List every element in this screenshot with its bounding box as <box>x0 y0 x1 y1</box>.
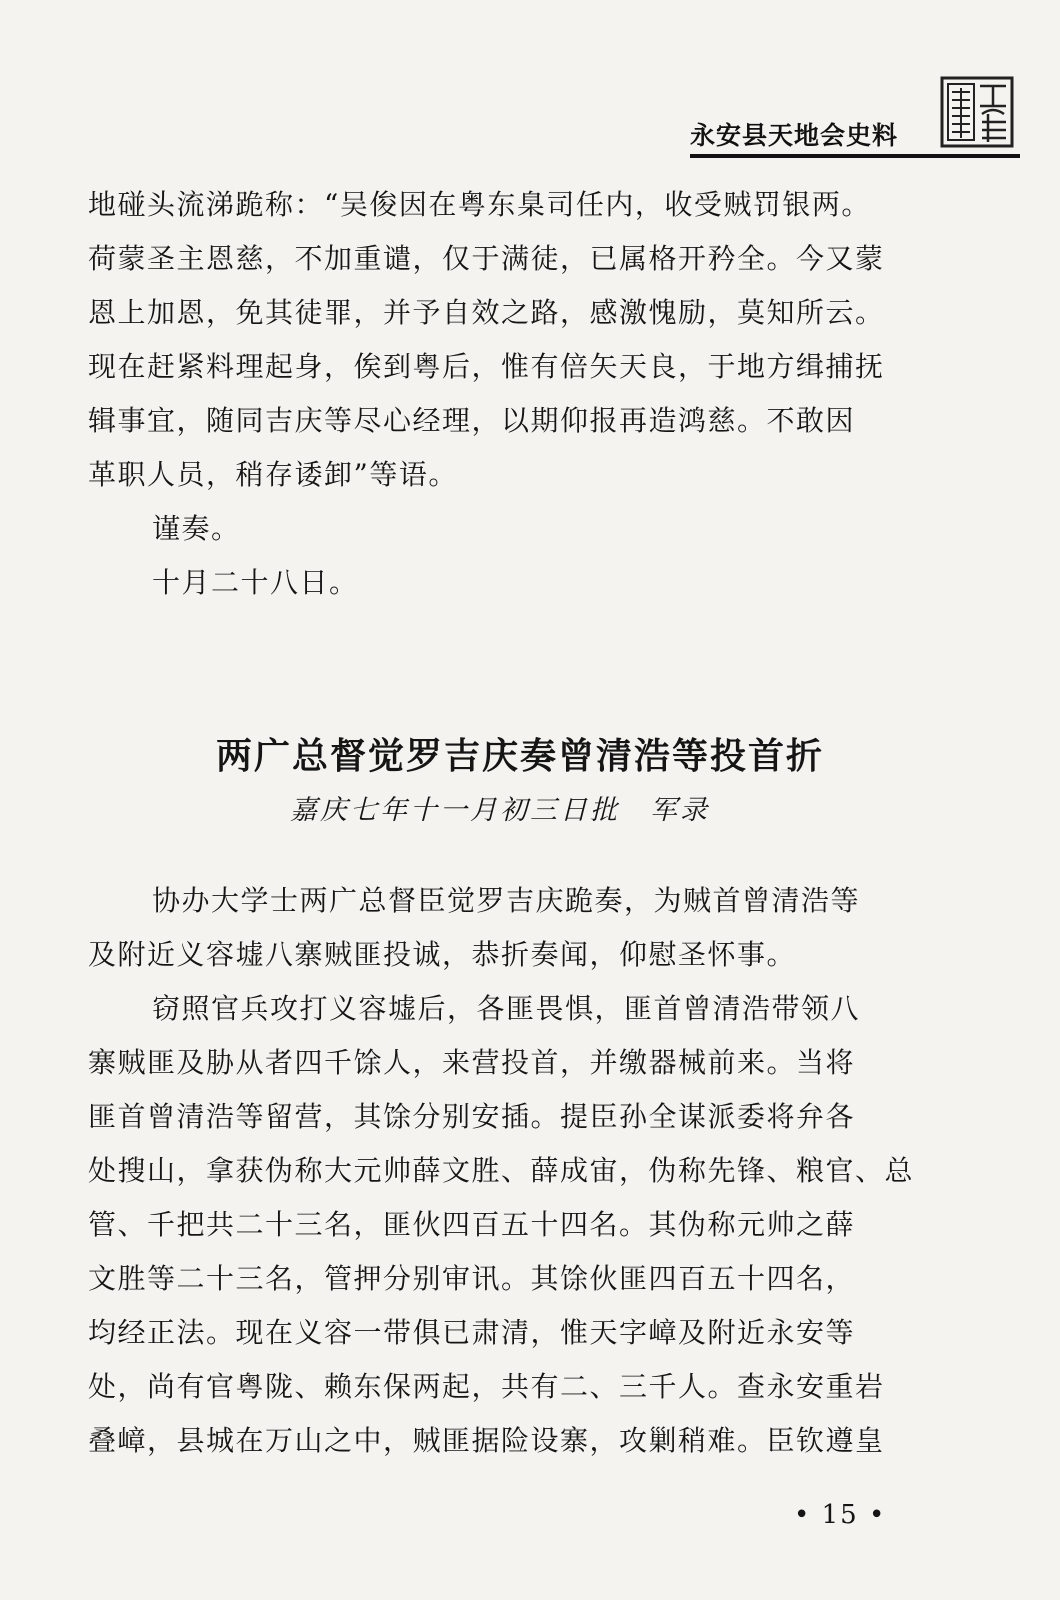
text-line: 文胜等二十三名，管押分别审讯。其馀伙匪四百五十四名， <box>88 1262 856 1295</box>
closing-text: 谨奏。 <box>152 512 241 545</box>
text-line: 现在赶紧料理起身，俟到粤后，惟有倍矢天良，于地方缉捕抚 <box>88 350 885 383</box>
header-rule <box>690 154 1020 158</box>
page-number: • 15 • <box>794 1500 887 1530</box>
header-title: 永安县天地会史料 <box>690 121 899 150</box>
text-line: 荷蒙圣主恩慈，不加重谴，仅于满徒，已属格开矜全。今又蒙 <box>88 242 885 275</box>
memorial-subtitle: 嘉庆七年十一月初三日批 军录 <box>290 795 710 826</box>
text-line: 叠嶂，县城在万山之中，贼匪据险设寨，攻剿稍难。臣钦遵皇 <box>88 1424 885 1457</box>
text-line: 窃照官兵攻打义容墟后，各匪畏惧，匪首曾清浩带领八 <box>152 992 861 1025</box>
running-header <box>690 96 1020 158</box>
memorial-date: 十月二十八日。 <box>152 566 359 599</box>
second-section-paragraph-2 <box>88 982 918 1468</box>
second-section-paragraph-1 <box>88 874 918 982</box>
text-line: 协办大学士两广总督臣觉罗吉庆跪奏，为贼首曾清浩等 <box>152 884 861 917</box>
memorial-title: 两广总督觉罗吉庆奏曾清浩等投首折 <box>215 735 824 777</box>
text-line: 辑事宜，随同吉庆等尽心经理，以期仰报再造鸿慈。不敢因 <box>88 404 856 437</box>
text-line: 寨贼匪及胁从者四千馀人，来营投首，并缴器械前来。当将 <box>88 1046 856 1079</box>
seal-stamp-icon <box>940 76 1014 148</box>
text-line: 处，尚有官粤陇、赖东保两起，共有二、三千人。查永安重岩 <box>88 1370 885 1403</box>
text-line: 地碰头流涕跪称：“吴俊因在粤东臬司任内，收受贼罚银两。 <box>88 188 871 221</box>
text-line: 革职人员，稍存诿卸”等语。 <box>88 458 458 491</box>
text-line: 管、千把共二十三名，匪伙四百五十四名。其伪称元帅之薛 <box>88 1208 856 1241</box>
text-line: 恩上加恩，免其徒罪，并予自效之路，感激愧励，莫知所云。 <box>88 296 885 329</box>
text-line: 均经正法。现在义容一带俱已肃清，惟天字嶂及附近永安等 <box>88 1316 856 1349</box>
text-line: 处搜山，拿获伪称大元帅薛文胜、薛成宙，伪称先锋、粮官、总 <box>88 1154 915 1187</box>
first-section <box>88 178 918 610</box>
text-line: 匪首曾清浩等留营，其馀分别安插。提臣孙全谋派委将弁各 <box>88 1100 856 1133</box>
text-line: 及附近义容墟八寨贼匪投诚，恭折奏闻，仰慰圣怀事。 <box>88 938 797 971</box>
